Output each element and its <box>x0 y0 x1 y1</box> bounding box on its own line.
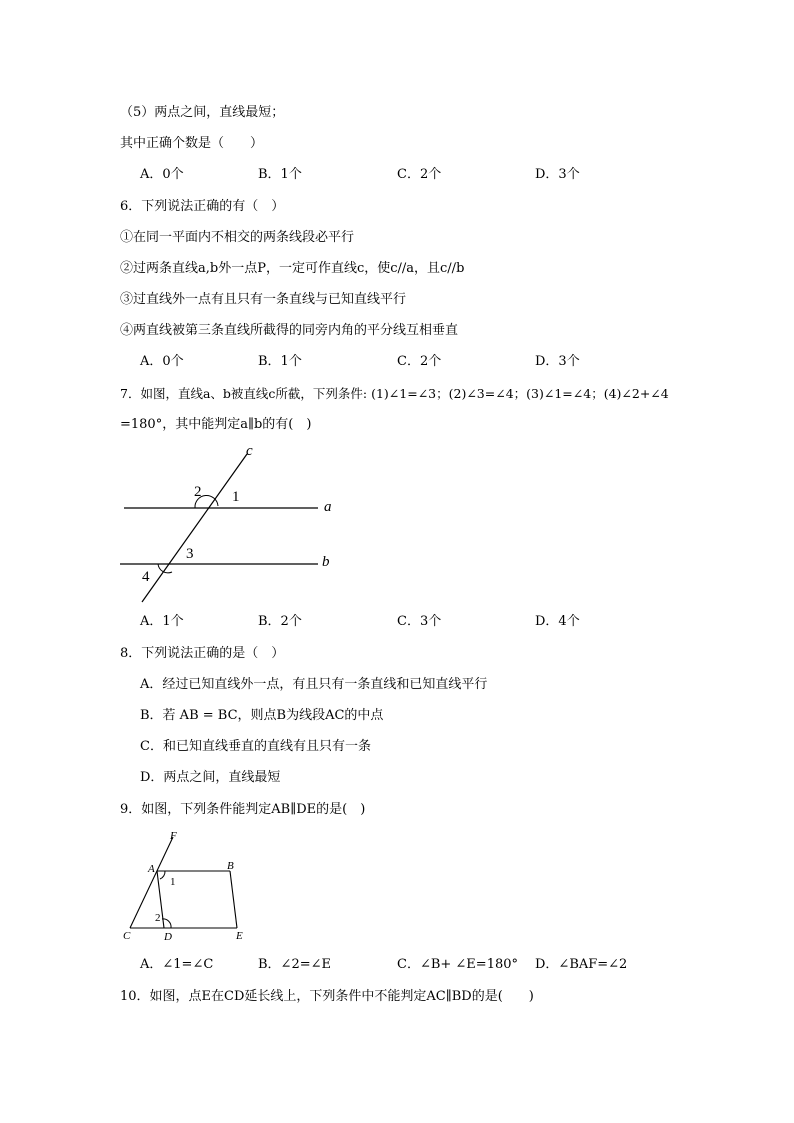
q10-stem: 10．如图，点E在CD延长线上，下列条件中不能判定AC∥BD的是( ) <box>120 989 534 1004</box>
q7-line-c <box>142 454 247 602</box>
q9-label-D: D <box>164 931 172 943</box>
q9-label-E: E <box>236 930 243 942</box>
q7-figure <box>110 440 350 610</box>
q8-option-a[interactable]: A．经过已知直线外一点，有且只有一条直线和已知直线平行 <box>140 677 488 692</box>
q7-label-a: a <box>324 499 332 515</box>
q7-label-2: 2 <box>194 484 202 500</box>
q9-label-C: C <box>123 930 131 942</box>
q5-prompt: 其中正确个数是（ ） <box>120 136 264 151</box>
q6-statement-1: ①在同一平面内不相交的两条线段必平行 <box>120 230 355 245</box>
q6-stem: 6．下列说法正确的有（ ） <box>120 199 285 214</box>
q8-option-c[interactable]: C．和已知直线垂直的直线有且只有一条 <box>140 739 371 754</box>
q9-option-c[interactable]: C．∠B+ ∠E=180° <box>397 957 519 972</box>
q9-angle-1-arc <box>160 871 165 879</box>
q7-label-3: 3 <box>186 546 194 562</box>
q5-option-d[interactable]: D．3个 <box>535 167 580 182</box>
q7-label-1: 1 <box>232 489 240 505</box>
q7-option-c[interactable]: C．3个 <box>397 614 442 629</box>
q8-option-d[interactable]: D．两点之间，直线最短 <box>140 770 281 785</box>
q9-option-a[interactable]: A．∠1=∠C <box>140 957 214 972</box>
q7-option-a[interactable]: A．1个 <box>140 614 184 629</box>
q8-option-b[interactable]: B．若 AB = BC，则点B为线段AC的中点 <box>140 708 384 723</box>
q6-option-a[interactable]: A．0个 <box>140 354 184 369</box>
q9-label-A: A <box>148 863 155 875</box>
q7-label-4: 4 <box>142 569 150 585</box>
q5-option-a[interactable]: A．0个 <box>140 167 184 182</box>
q9-stem: 9．如图，下列条件能判定AB∥DE的是( ) <box>120 802 366 817</box>
q6-statement-3: ③过直线外一点有且只有一条直线与已知直线平行 <box>120 292 407 307</box>
q9-figure <box>115 825 265 945</box>
q9-label-F: F <box>170 830 177 842</box>
q9-segment-be <box>230 871 237 928</box>
q6-statement-4: ④两直线被第三条直线所截得的同旁内角的平分线互相垂直 <box>120 323 459 338</box>
q5-option-c[interactable]: C．2个 <box>397 167 442 182</box>
q9-label-1: 1 <box>170 876 176 888</box>
q9-option-d[interactable]: D．∠BAF=∠2 <box>535 957 628 972</box>
q9-label-B: B <box>227 860 234 872</box>
q7-label-b: b <box>322 554 330 570</box>
q9-label-2: 2 <box>155 912 161 924</box>
q7-option-b[interactable]: B．2个 <box>258 614 302 629</box>
q5-item5: （5）两点之间，直线最短； <box>120 105 285 120</box>
q9-option-b[interactable]: B．∠2=∠E <box>258 957 331 972</box>
q7-stem-line1: 7．如图，直线a、b被直线c所截，下列条件: (1)∠1=∠3；(2)∠3=∠4；(3)∠1=∠4；(4)∠2+∠4 <box>120 386 669 401</box>
q6-option-d[interactable]: D．3个 <box>535 354 580 369</box>
q8-stem: 8．下列说法正确的是（ ） <box>120 646 285 661</box>
q7-label-c: c <box>246 443 253 459</box>
q7-angle-4-arc <box>158 564 172 573</box>
q7-option-d[interactable]: D．4个 <box>535 614 580 629</box>
q6-statement-2: ②过两条直线a,b外一点P，一定可作直线c，使c//a，且c//b <box>120 261 465 276</box>
q7-stem-line2: =180°，其中能判定a∥b的有( ) <box>120 417 312 432</box>
q5-option-b[interactable]: B．1个 <box>258 167 302 182</box>
q6-option-c[interactable]: C．2个 <box>397 354 442 369</box>
q9-line-ac-extended <box>130 837 173 928</box>
q6-option-b[interactable]: B．1个 <box>258 354 302 369</box>
